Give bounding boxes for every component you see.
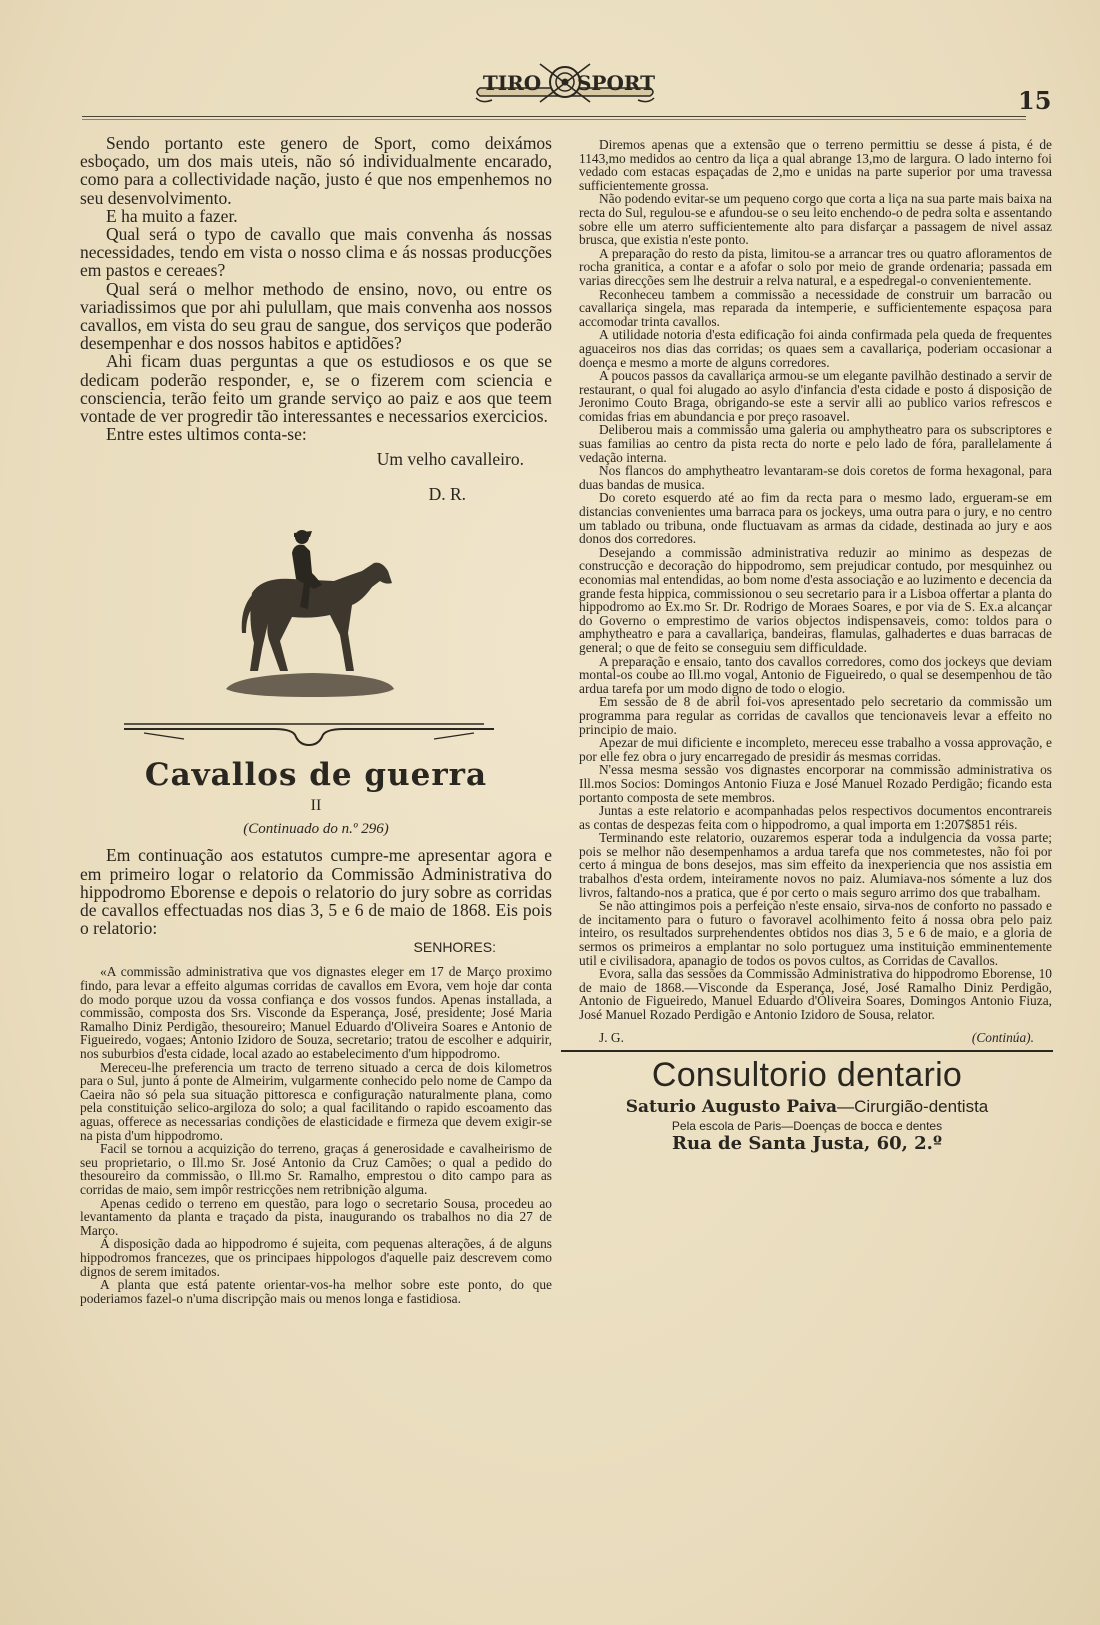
intro-paragraph: Entre estes ultimos conta-se: — [106, 424, 307, 445]
intro-paragraph: Ahi ficam duas perguntas a que os estudiosos e os que se dedicam poderão responder, e, se o fizerem com sciencia e consciencia, terão feito um grande serviço ao paiz e aos que teem vontade de ver progredir tão interessantes e necessarios exercicios. — [80, 351, 552, 427]
left-column — [80, 134, 552, 1305]
report-paragraph: N'essa mesma sessão vos dignastes encorporar na commissão administrativa os Ill.mos Socios: Domingos Antonio Fiuza e José Manuel Rozado Perdigão; ficando esta portanto composta de sete membros. — [579, 762, 1052, 805]
ornamental-divider — [124, 721, 494, 747]
horse-and-rider-statue-illustration — [222, 523, 402, 703]
intro-paragraph: Sendo portanto este genero de Sport, como deixámos esboçado, um dos mais uteis, não só individualmente encarado, como para a collectividade nação, justo é que nos empenhemos no seu desenvolvimento. — [80, 133, 552, 208]
report-initials: J. G. — [599, 1029, 624, 1045]
signature: Um velho cavalleiro. — [376, 449, 524, 470]
report-paragraph: A disposição dada ao hippodromo é sujeita, com pequenas alterações, á de alguns hippodromos francezes, que os principaes hippologos d'aquelle paiz descrevem como dignos de serem imitados. — [80, 1236, 552, 1279]
report-paragraph: Desejando a commissão administrativa reduzir ao minimo as despezas de construcção e decoração do hippodromo, sem prejudicar contudo, por mesquinhez ou economias mal entendidas, ao bom nome d'esta associação e ao luzimento e decencia da grande festa hippica, commissionou o seu secretario para ir a Lisboa offertar a planta do hippodromo ao Ex.mo Sr. Dr. Rodrigo de Moraes Soares, e por via de S. Ex.a alcançar do Governo o emprestimo de varios objectos indispensaveis, como: toldos para o amphytheatro e para a cavallariça, bandeiras, flamulas, galhadertes e duas barracas de general; o que de feito se conseguiu sem difficuldade. — [579, 544, 1052, 655]
header-rule-thin — [82, 119, 1026, 120]
continued-note: (Continuado do n.º 296) — [243, 821, 389, 838]
report-paragraph: Do coreto esquerdo até ao fim da recta para o mesmo lado, ergueram-se em distancias convenientes uma barraca para os jockeys, uma outra para o jury, e no centro um tablado ou tribuna, onde fluctuavam as armas da cidade, destinada ao jury e aos donos dos corredores. — [579, 490, 1052, 547]
report-paragraph: Terminando este relatorio, ouzaremos esperar toda a indulgencia da vossa parte; pois se melhor não desempenhamos a ardua tarefa que nos commetestes, não foi por certo á mingua de bons desejos, mas sim effeito da inexperiencia que nos assistia em trabalhos d'esta ordem, inteiramente novos no paiz. Alumiava-nos sómente a luz dos livros, faltando-nos a pratica, que é por certo o mais seguro arrimo dos que trabalham. — [579, 830, 1052, 900]
advertisement-name-line — [561, 1097, 1053, 1117]
advertisement-detail: Pela escola de Paris—Doenças de bocca e dentes — [671, 1118, 943, 1133]
intro-paragraph: Qual será o melhor methodo de ensino, novo, ou entre os variadissimos que por ahi pulullam, que mais convenha aos nossos cavallos, em vista do seu grau de sangue, dos serviços que poderão desempenhar e dos nossos habitos e aptidões? — [80, 278, 552, 354]
intro-paragraph: Qual será o typo de cavallo que mais convenha ás nossas necessidades, tendo em vista o nosso clima e ás nossas producções em pastos e cereaes? — [80, 224, 552, 281]
report-paragraph: Deliberou mais a commissão uma galeria ou amphytheatro para os subscriptores e suas familias ao centro da pista recta do norte e pelo lado de fóra, parallelamente á vedação interna. — [579, 422, 1052, 465]
report-paragraph: Em sessão de 8 de abril foi-vos apresentado pelo secretario da commissão um programma para regular as corridas de cavallos que tencionaveis levar a effeito no principio de maio. — [579, 694, 1052, 737]
report-paragraph: Não podendo evitar-se um pequeno corgo que corta a liça na sua parte mais baixa na recta do Sul, regulou-se e afundou-se o seu leito enchendo-o de pedra solta e assentando sobre elle um aterro sufficientemente alto para disfarçar a passagem de nivel assaz brusca, que existia n'este ponto. — [579, 191, 1052, 248]
report-paragraph: «A commissão administrativa que vos dignastes eleger em 17 de Março proximo findo, para levar a effeito algumas corridas de cavallos em Evora, vem hoje dar conta do modo porque uzou da vossa confiança e dos vossos fundos. Apenas installada, a commissão, composta dos Srs. Visconde da Esperança, José, presidente; José Maria Ramalho Diniz Perdigão, thesoureiro; Manuel Eduardo d'Oliveira Soares e Antonio de Figueiredo, vogaes; Antonio Izidoro de Souza, secretario; tratou de escolher e adquirir, nos suburbios d'esta cidade, local azado ao estabelecimento d'um hippodromo. — [80, 964, 552, 1062]
masthead-text-right: SPORT — [576, 71, 656, 95]
report-paragraph: A utilidade notoria d'esta edificação foi ainda confirmada pela queda de frequentes aguaceiros nos dias das corridas; os quaes sem a cavallariça, poderiam occasionar a doença e mesmo a morte de alguns corredores. — [579, 327, 1052, 370]
report-paragraph: A preparação e ensaio, tanto dos cavallos corredores, como dos jockeys que deviam montal-os coube ao Ill.mo vogal, Antonio de Figueiredo, o qual se desempenhou de tão ardua tarefa por um modo digno de todo o elogio. — [579, 653, 1052, 696]
report-paragraph: A planta que está patente orientar-vos-ha melhor sobre este ponto, do que poderiamos fazel-o n'uma discripção mais ou menos longa e fastidiosa. — [80, 1277, 552, 1306]
advertisement-dentist-role: —Cirurgião-dentista — [837, 1096, 989, 1116]
report-paragraph: Reconheceu tambem a commissão a necessidade de construir um barracão ou cavallariça singela, mas reparada da intemperie, e sufficientemente espaçosa para accomodar trinta cavallos. — [579, 286, 1052, 329]
section-intro-paragraph: Em continuação aos estatutos cumpre-me apresentar agora e em primeiro logar o relatorio da Commissão Administrativa do hippodromo Eborense e depois o relatorio do jury sobre as corridas de cavallos effectuadas nos dias 3, 5 e 6 de maio de 1868. Eis pois o relatorio: — [80, 845, 552, 939]
report-paragraph: Facil se tornou a acquizição do terreno, graças á generosidade e cavalheirismo de seu proprietario, o Ill.mo Sr. José Antonio da Cruz Camões; o qual a pedido do thesoureiro da commissão, o Ill.mo Sr. Ramalho, emprestou o dito campo para as corridas de maio, sem impôr restricções nem retribnição alguma. — [80, 1141, 552, 1197]
report-paragraph: Diremos apenas que a extensão que o terreno permittiu se desse á pista, é de 1143,mo medidos ao centro da liça a qual abrange 13,mo de largura. O lado interno foi vedado com estacas espaçadas de 2,mo e unidas na parte superior por uma travessa sufficientemente grossa. — [579, 137, 1052, 193]
section-title: Cavallos de guerra — [144, 757, 488, 794]
report-paragraph: Juntas a este relatorio e acompanhadas pelos respectivos documentos encontrareis as contas de despezas feita com o hippodromo, a qual importa em 1:207$851 réis. — [579, 803, 1052, 832]
advertisement-address: Rua de Santa Justa, 60, 2.º — [672, 1132, 942, 1154]
report-paragraph: Evora, salla das sessões da Commissão Administrativa do hippodromo Eborense, 10 de maio de 1868.—Visconde da Esperança, José, José Ramalho Diniz Perdigão, Antonio de Figueiredo, Manuel Eduardo d'Oliveira Soares, Domingos Antonio Fiuza, José Manuel Rozado Perdigão e Antonio Izidoro de Sousa, relator. — [579, 966, 1052, 1022]
report-paragraph: Mereceu-lhe preferencia um tracto de terreno situado a cerca de dois kilometros para o Sul, junto á ponte de Almeirim, vulgarmente conhecido pelo nome de Campo da Caeira não só pela sua situação pittoresca e configuração naturalmente plana, como pela constituição selico-argiloza do solo; a qual facilitando o rapido escoamento das aguas, offerece as necessarias condições de elasticidade e firmeza que devem exigir-se na pista d'um hippodromo. — [80, 1059, 552, 1143]
intro-paragraph: E ha muito a fazer. — [106, 205, 238, 226]
author-initials: D. R. — [428, 484, 466, 505]
report-paragraph: Apenas cedido o terreno em questão, para logo o secretario Sousa, procedeu ao levantamento da planta e traçado da pista, inaugurando os trabalhos no dia 27 de Março. — [80, 1195, 552, 1238]
report-paragraph: Se não attingimos pois a perfeição n'este ensaio, sirva-nos de conforto no passado e de incitamento para o futuro o favoravel acolhimento feito á nossa obra pelo paiz inteiro, os resultados surprehendentes obtidos nos dias 3, 5 e 6 de maio, e a gloria de sermos os primeiros a emplantar no solo portuguez uma instituição emminentemente util e civilisadora, apanagio de todos os povos cultos, as Corridas de Cavallos. — [579, 898, 1052, 968]
advertisement-rule — [561, 1050, 1053, 1052]
header-rule — [82, 116, 1026, 117]
report-paragraph: Apezar de mui dificiente e incompleto, mereceu esse trabalho a vossa approvação, e por elle fez obra o jury encarregado de presidir ás mesmas corridas. — [579, 735, 1052, 764]
continues-note: (Continúa). — [971, 1029, 1034, 1045]
masthead-logo — [470, 58, 660, 110]
report-signoff — [579, 1030, 1052, 1046]
report-paragraph: A preparação do resto da pista, limitou-se a arrancar tres ou quatro afloramentos de rocha granitica, a contar e a afofar o solo por meio de grande ordenaria; passada em varias direcções sem lhe destruir a relva natural, e a espedregal-o convenientemente. — [579, 245, 1052, 288]
report-paragraph: A poucos passos da cavallariça armou-se um elegante pavilhão destinado a servir de restaurant, o qual foi alugado ao asylo d'infancia d'esta cidade e posto á disposição de Jeronimo Couto Braga, obrigando-se este a servir alli ao publico varios refrescos e comidas frias em abundancia e por preço rasoavel. — [579, 368, 1052, 424]
masthead-text-left: TIRO — [482, 71, 542, 95]
advertisement-dentist-name: Saturio Augusto Paiva — [625, 1096, 838, 1117]
advertisement-title: Consultorio dentario — [651, 1055, 963, 1094]
right-column — [579, 138, 1052, 1154]
page-number: 15 — [1018, 86, 1052, 115]
section-number: II — [310, 797, 322, 815]
salutation: SENHORES: — [413, 939, 496, 956]
report-paragraph: Nos flancos do amphytheatro levantaram-se dois coretos de forma hexagonal, para duas bandas de musica. — [579, 463, 1052, 492]
